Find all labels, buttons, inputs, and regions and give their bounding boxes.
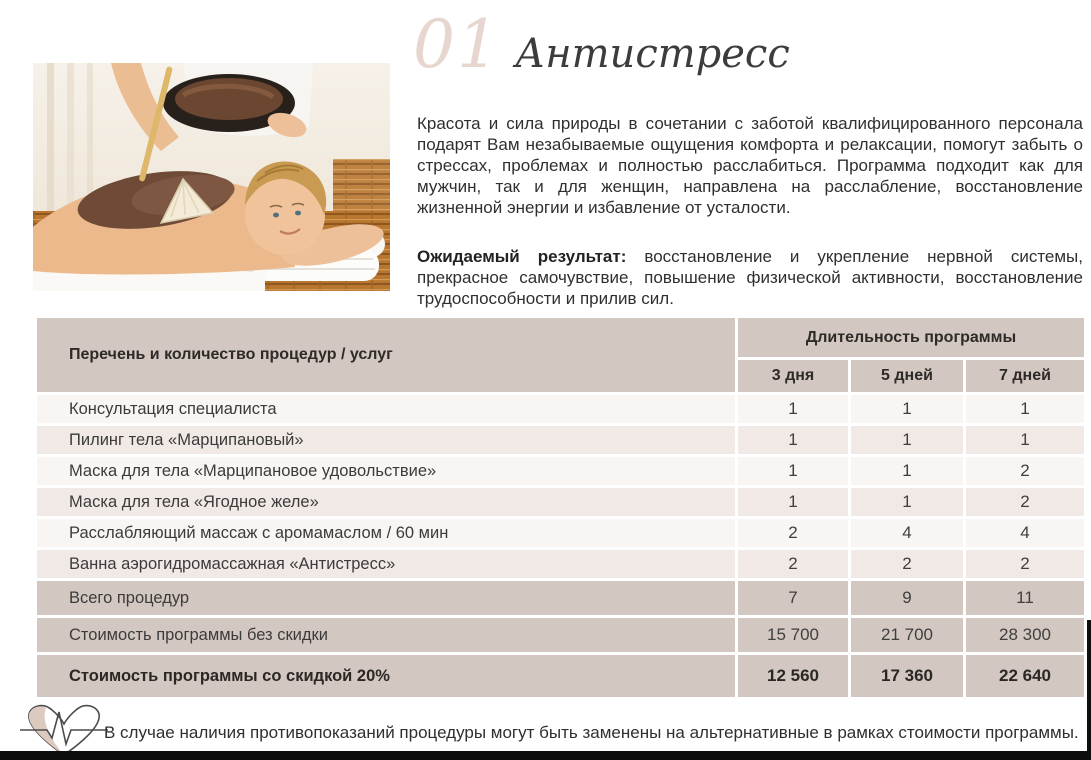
procedure-count: 15 700 <box>738 618 848 652</box>
duration-col-header: 7 дней <box>966 360 1084 392</box>
procedure-name: Маска для тела «Марципановое удовольствие» <box>37 457 735 485</box>
table-row <box>37 550 1084 578</box>
procedure-count: 22 640 <box>966 655 1084 697</box>
procedure-count: 1 <box>738 488 848 516</box>
duration-col-header: 5 дней <box>851 360 963 392</box>
procedure-name: Маска для тела «Ягодное желе» <box>37 488 735 516</box>
spa-photo-illustration <box>33 63 390 291</box>
procedure-name: Всего процедур <box>37 581 735 615</box>
duration-subheaders <box>738 360 1084 392</box>
procedure-count: 1 <box>738 395 848 423</box>
duration-header-group <box>738 318 1084 392</box>
procedure-name: Консультация специалиста <box>37 395 735 423</box>
expected-result-label: Ожидаемый результат: <box>417 247 627 266</box>
table-header <box>37 318 1084 392</box>
procedure-count: 1 <box>966 426 1084 454</box>
procedures-column-header: Перечень и количество процедур / услуг <box>37 318 735 392</box>
procedure-count: 2 <box>966 457 1084 485</box>
procedure-count: 2 <box>966 488 1084 516</box>
expected-result-paragraph <box>417 246 1083 309</box>
program-name: Антистресс <box>514 31 790 77</box>
program-title <box>413 6 790 83</box>
procedure-name: Стоимость программы без скидки <box>37 618 735 652</box>
procedure-count: 4 <box>966 519 1084 547</box>
spa-photo <box>33 63 390 291</box>
procedure-name: Пилинг тела «Марципановый» <box>37 426 735 454</box>
table-row <box>37 488 1084 516</box>
expected-result-text: восстановление и укрепление нервной системы, прекрасное самочувствие, повышение физической активности, восстановление трудоспособности и прилив сил. <box>417 247 1084 308</box>
duration-col-header: 3 дня <box>738 360 848 392</box>
table-body <box>37 395 1084 697</box>
procedure-name: Ванна аэрогидромассажная «Антистресс» <box>37 550 735 578</box>
table-row <box>37 426 1084 454</box>
procedure-count: 2 <box>738 519 848 547</box>
procedure-count: 7 <box>738 581 848 615</box>
procedure-count: 1 <box>738 457 848 485</box>
table-row <box>37 519 1084 547</box>
procedure-count: 21 700 <box>851 618 963 652</box>
intro-paragraph: Красота и сила природы в сочетании с заботой квалифицированного персонала подарят Вам незабываемые ощущения комфорта и релаксации, помогут забыть о стрессах, проблемах и полностью расслабиться. Программа подходит как для мужчин, так и для женщин, направлена на расслабление, восстановление жизненной энергии и избавление от усталости. <box>417 114 1083 217</box>
scan-edge-bottom <box>0 751 1091 760</box>
table-row <box>37 457 1084 485</box>
program-number: 01 <box>413 6 501 83</box>
footnote-text: В случае наличия противопоказаний процедуры могут быть заменены на альтернативные в рамках стоимости программы. <box>104 723 1079 742</box>
procedure-count: 2 <box>738 550 848 578</box>
procedure-count: 1 <box>851 395 963 423</box>
procedure-count: 12 560 <box>738 655 848 697</box>
table-row <box>37 395 1084 423</box>
procedure-name: Расслабляющий массаж с аромамаслом / 60 мин <box>37 519 735 547</box>
duration-header: Длительность программы <box>738 318 1084 357</box>
procedure-count: 9 <box>851 581 963 615</box>
procedure-count: 1 <box>851 457 963 485</box>
procedure-count: 17 360 <box>851 655 963 697</box>
procedure-count: 1 <box>851 426 963 454</box>
procedure-count: 1 <box>851 488 963 516</box>
procedure-count: 2 <box>851 550 963 578</box>
procedure-count: 11 <box>966 581 1084 615</box>
table-row <box>37 655 1084 697</box>
program-table <box>37 318 1084 697</box>
scan-edge-right <box>1087 620 1091 760</box>
procedure-count: 4 <box>851 519 963 547</box>
procedure-name: Стоимость программы со скидкой 20% <box>37 655 735 697</box>
procedure-count: 1 <box>966 395 1084 423</box>
table-row <box>37 618 1084 652</box>
table-row <box>37 581 1084 615</box>
procedure-count: 1 <box>738 426 848 454</box>
procedure-count: 28 300 <box>966 618 1084 652</box>
procedure-count: 2 <box>966 550 1084 578</box>
